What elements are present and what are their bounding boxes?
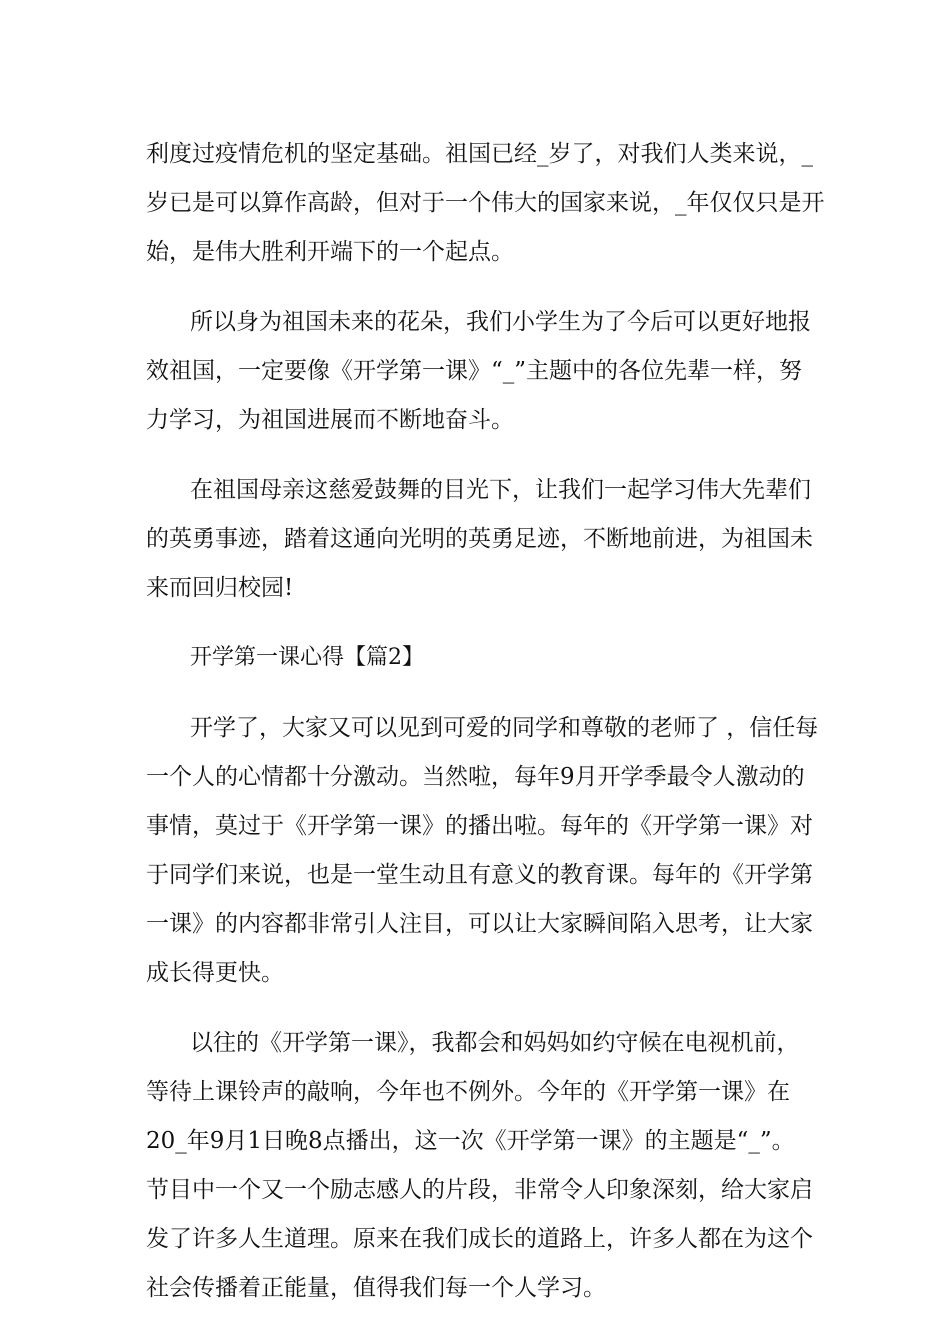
text-line: 在祖国母亲这慈爱鼓舞的目光下，让我们一起学习伟大先辈们: [190, 477, 811, 503]
text-line: 事情，莫过于《开学第一课》的播出啦。每年的《开学第一课》对: [146, 813, 813, 839]
text-line: 成长得更快。: [146, 960, 284, 986]
text-line: 以往的《开学第一课》，我都会和妈妈如约守候在电视机前，: [190, 1030, 800, 1056]
text-line: 始，是伟大胜利开端下的一个起点。: [146, 239, 514, 265]
text-line: 开学了，大家又可以见到可爱的同学和尊敬的老师了 ，信任每: [190, 715, 819, 741]
text-line: 岁已是可以算作高龄，但对于一个伟大的国家来说，_年仅仅只是开: [146, 190, 825, 216]
text-line: 20_年9月1日晚8点播出，这一次《开学第一课》的主题是“_”。: [146, 1128, 795, 1154]
text-line: 节目中一个又一个励志感人的片段，非常令人印象深刻，给大家启: [146, 1177, 813, 1203]
text-line: 来而回归校园!: [146, 575, 294, 601]
text-line: 的英勇事迹，踏着这通向光明的英勇足迹，不断地前进，为祖国未: [146, 526, 813, 552]
text-line: 力学习，为祖国进展而不断地奋斗。: [146, 407, 514, 433]
text-line: 利度过疫情危机的坚定基础。祖国已经_岁了，对我们人类来说，_: [146, 141, 813, 167]
text-line: 一个人的心情都十分激动。当然啦，每年9月开学季最令人激动的: [146, 764, 805, 790]
section-heading: 开学第一课心得【篇2】: [190, 645, 424, 670]
text-line: 所以身为祖国未来的花朵，我们小学生为了今后可以更好地报: [190, 309, 811, 335]
text-line: 于同学们来说，也是一堂生动且有意义的教育课。每年的《开学第: [146, 862, 813, 888]
text-line: 发了许多人生道理。原来在我们成长的道路上，许多人都在为这个: [146, 1226, 813, 1252]
text-line: 社会传播着正能量，值得我们每一个人学习。: [146, 1275, 606, 1301]
text-line: 等待上课铃声的敲响，今年也不例外。今年的《开学第一课》在: [146, 1079, 790, 1105]
text-line: 效祖国，一定要像《开学第一课》“_”主题中的各位先辈一样，努: [146, 358, 803, 384]
text-line: 一课》的内容都非常引人注目，可以让大家瞬间陷入思考，让大家: [146, 911, 813, 937]
